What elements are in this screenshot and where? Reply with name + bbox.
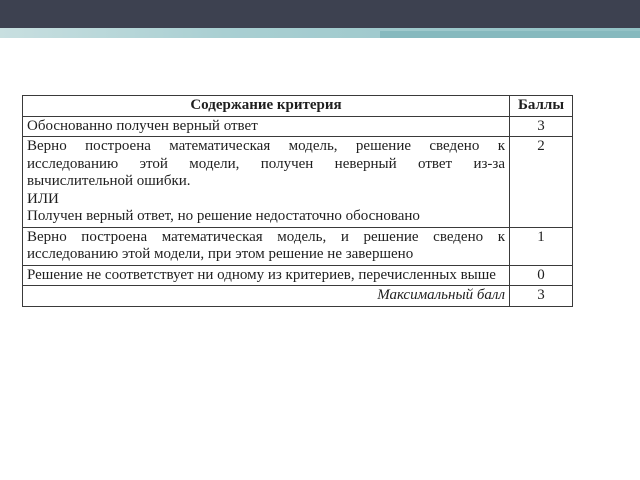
criterion-cell: Обоснованно получен верный ответ xyxy=(23,116,510,137)
criterion-cell xyxy=(23,137,510,228)
score-cell: 0 xyxy=(510,265,573,286)
slide-accent-bar xyxy=(380,31,640,38)
criterion-cell: Верно построена математическая модель, и решение сведено к исследованию этой модели, при этом решение не завершено xyxy=(23,227,510,265)
max-score-label: Максимальный балл xyxy=(23,286,510,307)
slide-header-bar xyxy=(0,0,640,28)
table-row xyxy=(23,265,573,286)
table-row xyxy=(23,227,573,265)
table-row xyxy=(23,116,573,137)
score-cell: 3 xyxy=(510,116,573,137)
criterion-cell: Решение не соответствует ни одному из критериев, перечисленных выше xyxy=(23,265,510,286)
table-header-row xyxy=(23,96,573,117)
criterion-alt-text: Получен верный ответ, но решение недостаточно обосновано xyxy=(27,208,420,224)
score-cell: 2 xyxy=(510,137,573,228)
max-score-value: 3 xyxy=(510,286,573,307)
max-score-row xyxy=(23,286,573,307)
or-label: ИЛИ xyxy=(27,190,59,207)
header-score: Баллы xyxy=(510,96,573,117)
header-criterion: Содержание критерия xyxy=(23,96,510,117)
criterion-text: Верно построена математическая модель, решение сведено к исследованию этой модели, получен неверный ответ из-за вычислительной ошибки. xyxy=(27,138,505,189)
score-cell: 1 xyxy=(510,227,573,265)
table-row xyxy=(23,137,573,228)
criteria-table xyxy=(22,95,573,307)
